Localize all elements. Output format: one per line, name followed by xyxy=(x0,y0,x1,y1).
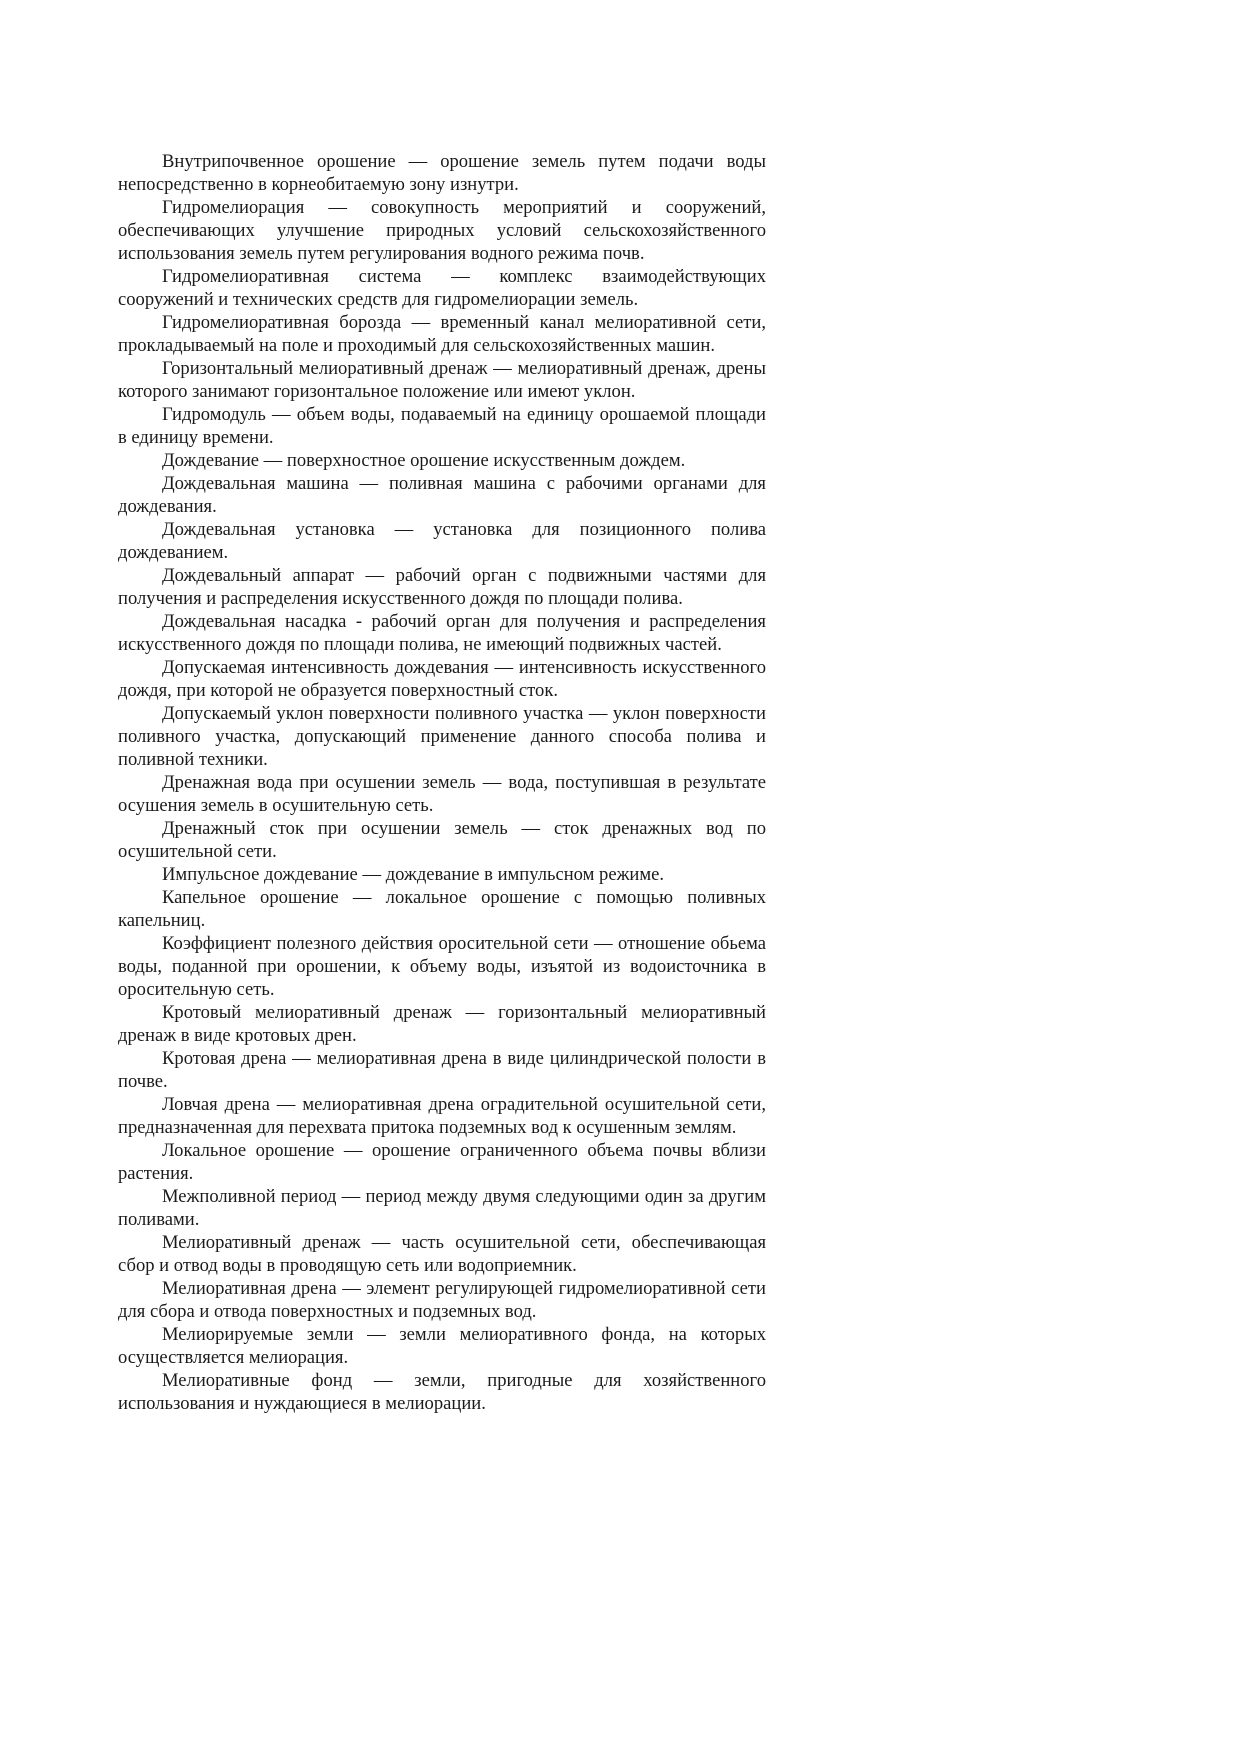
paragraph: Дождевальная машина — поливная машина с рабочими органами для дождевания. xyxy=(118,473,766,517)
paragraph: Допускаемый уклон поверхности поливного участка — уклон поверхности поливного участка, допускающий применение данного способа полива и поливной техники. xyxy=(118,703,766,770)
paragraph: Капельное орошение — локальное орошение с помощью поливных капельниц. xyxy=(118,887,766,931)
paragraph: Мелиоративный дренаж — часть осушительной сети, обеспечивающая сбор и отвод воды в проводящую сеть или водоприемник. xyxy=(118,1232,766,1276)
paragraph: Дождевальная насадка - рабочий орган для получения и распределения искусственного дождя по площади полива, не имеющий подвижных частей. xyxy=(118,611,766,655)
paragraph: Дождевальная установка — установка для позиционного полива дождеванием. xyxy=(118,519,766,563)
paragraph: Гидромелиоративная борозда — временный канал мелиоративной сети, прокладываемый на поле и проходимый для сельскохозяйственных машин. xyxy=(118,312,766,356)
paragraph: Дренажная вода при осушении земель — вода, поступившая в результате осушения земель в осушительную сеть. xyxy=(118,772,766,816)
paragraph: Внутрипочвенное орошение — орошение земель путем подачи воды непосредственно в корнеобитаемую зону изнутри. xyxy=(118,151,766,195)
paragraph: Дождевание — поверхностное орошение искусственным дождем. xyxy=(162,450,686,471)
paragraph: Коэффициент полезного действия оросительной сети — отношение обьема воды, поданной при орошении, к объему воды, изъятой из водоисточника в оросительную сеть. xyxy=(118,933,766,1000)
paragraph: Дождевальный аппарат — рабочий орган с подвижными частями для получения и распределения искусственного дождя по площади полива. xyxy=(118,565,766,609)
paragraph: Дренажный сток при осушении земель — сток дренажных вод по осушительной сети. xyxy=(118,818,766,862)
paragraph: Импульсное дождевание — дождевание в импульсном режиме. xyxy=(162,864,665,885)
paragraph: Гидромелиорация — совокупность мероприятий и сооружений, обеспечивающих улучшение природных условий сельскохозяйственного использования земель путем регулирования водного режима почв. xyxy=(118,197,766,264)
paragraph: Мелиоративные фонд — земли, пригодные для хозяйственного использования и нуждающиеся в мелиорации. xyxy=(118,1370,766,1414)
paragraph: Горизонтальный мелиоративный дренаж — мелиоративный дренаж, дрены которого занимают горизонтальное положение или имеют уклон. xyxy=(118,358,766,402)
paragraph: Ловчая дрена — мелиоративная дрена оградительной осушительной сети, предназначенная для перехвата притока подземных вод к осушенным землям. xyxy=(118,1094,766,1138)
paragraph: Кротовая дрена — мелиоративная дрена в виде цилиндрической полости в почве. xyxy=(118,1048,766,1092)
paragraph: Кротовый мелиоративный дренаж — горизонтальный мелиоративный дренаж в виде кротовых дрен. xyxy=(118,1002,766,1046)
paragraph: Гидромелиоративная система — комплекс взаимодействующих сооружений и технических средств для гидромелиорации земель. xyxy=(118,266,766,310)
paragraph: Допускаемая интенсивность дождевания — интенсивность искусственного дождя, при которой не образуется поверхностный сток. xyxy=(118,657,766,701)
paragraph: Мелиорируемые земли — земли мелиоративного фонда, на которых осуществляется мелиорация. xyxy=(118,1324,766,1368)
paragraph: Межполивной период — период между двумя следующими один за другим поливами. xyxy=(118,1186,766,1230)
paragraph: Мелиоративная дрена — элемент регулирующей гидромелиоративной сети для сбора и отвода поверхностных и подземных вод. xyxy=(118,1278,766,1322)
paragraph: Гидромодуль — объем воды, подаваемый на единицу орошаемой площади в единицу времени. xyxy=(118,404,766,448)
glossary-text xyxy=(118,150,766,1415)
paragraph: Локальное орошение — орошение ограниченного объема почвы вблизи растения. xyxy=(118,1140,766,1184)
